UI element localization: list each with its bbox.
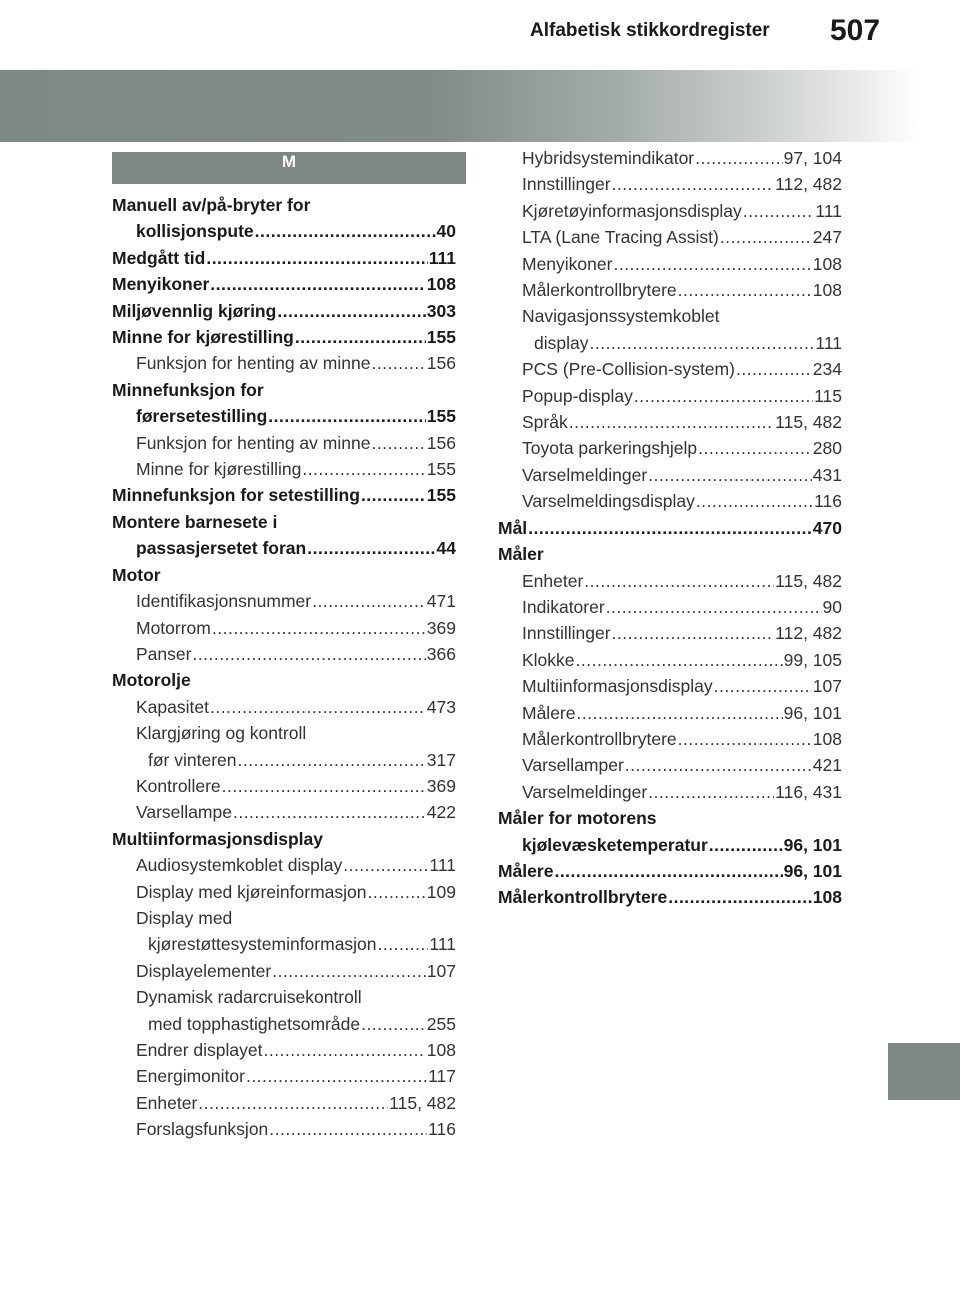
dot-leader [668,884,812,910]
index-term: før vinteren [148,749,237,770]
index-term: Varselmeldinger [522,781,648,802]
index-page-ref: 366 [426,643,456,664]
index-column-right [498,145,842,911]
index-entry [112,509,456,535]
index-page-ref: 317 [426,749,456,770]
index-entry [112,430,456,456]
index-entry [112,192,456,218]
index-page-ref: 116 [428,1119,456,1140]
index-term: Minnefunksjon for setestilling [112,485,360,506]
index-entry [112,799,456,825]
index-page-ref: 421 [812,755,842,776]
index-term: Målere [498,860,554,881]
index-page-ref: 96, 101 [783,702,842,723]
index-term: Panser [136,643,192,664]
index-term: Minne for kjørestilling [112,327,294,348]
index-page-ref: 108 [812,280,842,301]
index-term: Navigasjonssystemkoblet [522,306,720,327]
index-entry [112,720,456,746]
index-term: display [534,332,589,353]
index-page-ref: 156 [426,432,456,453]
index-page-ref: 422 [426,802,456,823]
index-term: Måler [498,544,544,565]
index-term: Toyota parkeringshjelp [522,438,698,459]
index-entry [498,277,842,303]
index-entry [498,858,842,884]
index-term: Enheter [136,1092,198,1113]
index-entry [112,984,456,1010]
dot-leader [371,350,425,376]
dot-leader [368,879,426,905]
dot-leader [269,1116,427,1142]
index-entry [498,779,842,805]
index-term: Minnefunksjon for [112,379,264,400]
index-term: Identifikasjonsnummer [136,591,312,612]
index-page-ref: 111 [428,247,456,268]
index-entry [112,350,456,376]
dot-leader [678,277,812,303]
index-page-ref: 116 [814,491,842,512]
index-page-ref: 40 [436,221,456,242]
index-page-ref: 470 [812,517,842,538]
index-term: Klokke [522,649,575,670]
index-page-ref: 155 [426,459,456,480]
index-page-ref: 111 [429,934,456,955]
index-entry [498,303,842,329]
index-page-ref: 112, 482 [775,174,842,195]
section-letter-heading: M [112,152,466,184]
index-entry [498,647,842,673]
index-entry [498,884,842,910]
index-page-ref: 108 [812,253,842,274]
dot-leader [378,931,429,957]
index-entry [498,726,842,752]
dot-leader [192,641,425,667]
dot-leader [648,462,812,488]
index-entry [112,826,456,852]
index-entry [498,198,842,224]
index-entry [112,747,456,773]
index-entry [112,245,456,271]
index-term: Indikatorer [522,596,605,617]
dot-leader [222,773,426,799]
index-term: Varsellampe [136,802,232,823]
index-term: Menyikoner [112,274,210,295]
dot-leader [255,218,436,244]
index-term: Målerkontrollbrytere [522,728,677,749]
index-entry [112,931,456,957]
index-page-ref: 155 [426,327,456,348]
index-entry [112,377,456,403]
index-entry [498,673,842,699]
index-entry [112,562,456,588]
dot-leader [613,251,811,277]
index-term: Energimonitor [136,1066,245,1087]
index-entry [112,535,456,561]
index-page-ref: 90 [822,596,842,617]
index-term: Menyikoner [522,253,613,274]
running-header-title: Alfabetisk stikkordregister [530,20,770,41]
index-term: Kontrollere [136,775,221,796]
index-page-ref: 96, 101 [783,860,842,881]
dot-leader [371,430,425,456]
index-term: Varselmeldinger [522,464,648,485]
index-page-ref: 115, 482 [775,412,842,433]
index-term: Språk [522,412,568,433]
index-term: Medgått tid [112,247,206,268]
dot-leader [268,403,426,429]
index-page-ref: 303 [426,300,456,321]
dot-leader [634,383,813,409]
dot-leader [736,356,812,382]
index-entry [112,1011,456,1037]
dot-leader [206,245,427,271]
index-term: Montere barnesete i [112,511,278,532]
dot-leader [233,799,426,825]
index-term: Displayelementer [136,960,272,981]
dot-leader [648,779,774,805]
dot-leader [246,1063,427,1089]
index-page-ref: 156 [426,353,456,374]
dot-leader [709,832,783,858]
dot-leader [272,958,426,984]
index-entry [112,403,456,429]
index-page-ref: 112, 482 [775,623,842,644]
index-entry [498,541,842,567]
index-term: Manuell av/på-bryter for [112,195,311,215]
index-entry [498,383,842,409]
dot-leader [361,1011,426,1037]
index-term: Minne for kjørestilling [136,459,302,480]
index-term: Enheter [522,570,584,591]
index-term: Funksjon for henting av minne [136,353,371,374]
index-term: Varselmeldingsdisplay [522,491,695,512]
index-term: Motor [112,564,161,585]
index-entry [112,1090,456,1116]
dot-leader [238,747,426,773]
dot-leader [554,858,782,884]
dot-leader [528,515,812,541]
index-term: med topphastighetsområde [148,1013,361,1034]
index-term: PCS (Pre-Collision-system) [522,359,735,380]
index-term: førersetestilling [136,406,268,427]
index-entry [112,852,456,878]
index-entry [498,435,842,461]
index-page-ref: 109 [426,881,456,902]
index-term: Innstillinger [522,623,611,644]
index-entry [498,145,842,171]
index-term: Mål [498,517,528,538]
index-entry [112,773,456,799]
dot-leader [302,456,425,482]
index-term: Målerkontrollbrytere [522,280,677,301]
index-entry [498,700,842,726]
index-entry [112,694,456,720]
index-page-ref: 97, 104 [783,148,842,168]
dot-leader [343,852,428,878]
index-page-ref: 107 [426,960,456,981]
index-entry [112,958,456,984]
index-entry [498,620,842,646]
index-term: Display med [136,907,233,928]
index-entry [112,667,456,693]
dot-leader [295,324,426,350]
index-page-ref: 96, 101 [783,834,842,855]
index-entry [498,568,842,594]
dot-leader [577,700,783,726]
index-page-ref: 115, 482 [389,1092,456,1113]
index-term: Forslagsfunksjon [136,1119,269,1140]
index-page-ref: 111 [815,200,842,221]
dot-leader [210,694,426,720]
dot-leader [696,488,813,514]
index-entry [498,330,842,356]
dot-leader [307,535,435,561]
index-page-ref: 473 [426,696,456,717]
index-entry [112,879,456,905]
dot-leader [720,224,812,250]
index-page-ref: 431 [812,464,842,485]
index-term: Innstillinger [522,174,611,195]
index-entry [498,832,842,858]
index-entry [498,515,842,541]
index-entry [498,356,842,382]
index-page-ref: 108 [426,274,456,295]
dot-leader [210,271,426,297]
index-entry [112,218,456,244]
index-term: Audiosystemkoblet display [136,855,343,876]
index-entry [498,462,842,488]
index-entry [112,905,456,931]
index-entry [112,615,456,641]
index-entry [112,298,456,324]
index-page-ref: 108 [812,728,842,749]
index-entry [498,251,842,277]
index-page-ref: 99, 105 [783,649,842,670]
dot-leader [361,482,426,508]
index-term: kollisjonspute [136,221,254,242]
index-page-ref: 108 [426,1040,456,1060]
index-entry [498,594,842,620]
index-page-ref: 44 [436,538,456,559]
index-term: Miljøvennlig kjøring [112,300,277,321]
index-term: Varsellamper [522,755,624,776]
index-page-ref: 471 [426,591,456,612]
index-entry [498,409,842,435]
index-term: Multiinformasjonsdisplay [112,828,323,849]
dot-leader [589,330,814,356]
index-page-ref: 155 [426,485,456,506]
index-page-ref: 369 [426,617,456,638]
dot-leader [569,409,774,435]
index-page-ref: 107 [812,676,842,697]
index-entry [498,488,842,514]
header-gradient-band [0,70,960,142]
index-page-ref: 108 [812,887,842,908]
index-term: Motorolje [112,670,191,691]
dot-leader [612,620,775,646]
index-page-ref: 111 [815,332,842,353]
index-term: Display med kjøreinformasjon [136,881,367,902]
index-entry [112,271,456,297]
index-page-ref: 369 [426,775,456,796]
index-term: Måler for motorens [498,808,657,829]
index-page-ref: 116, 431 [775,781,842,802]
index-term: kjølevæsketemperatur [522,834,708,855]
dot-leader [277,298,425,324]
dot-leader [606,594,822,620]
dot-leader [212,615,426,641]
index-term: LTA (Lane Tracing Assist) [522,227,719,248]
index-page-ref: 247 [812,227,842,248]
index-entry [112,1116,456,1142]
index-term: Dynamisk radarcruisekontroll [136,987,362,1008]
index-entry [112,1037,456,1063]
index-page-ref: 155 [426,406,456,427]
index-entry [112,641,456,667]
index-term: Klargjøring og kontroll [136,723,307,744]
index-entry [112,482,456,508]
chapter-thumb-tab [888,1043,960,1100]
index-term: kjørestøttesysteminformasjon [148,934,377,955]
dot-leader [312,588,426,614]
index-term: Hybridsystemindikator [522,148,695,168]
index-entry [112,588,456,614]
index-entry [112,324,456,350]
index-term: passasjersetet foran [136,538,307,559]
index-term: Funksjon for henting av minne [136,432,371,453]
index-page-ref: 234 [812,359,842,380]
index-entry [498,171,842,197]
index-column-left [112,192,456,1143]
dot-leader [198,1090,388,1116]
dot-leader [612,171,775,197]
dot-leader [678,726,812,752]
index-page-ref: 117 [428,1066,456,1087]
dot-leader [698,435,812,461]
index-entry [112,456,456,482]
index-page-ref: 115, 482 [775,570,842,591]
index-entry [112,1063,456,1089]
dot-leader [576,647,783,673]
dot-leader [743,198,815,224]
index-term: Motorrom [136,617,211,638]
index-entry [498,224,842,250]
dot-leader [263,1037,425,1063]
index-term: Kjøretøyinformasjonsdisplay [522,200,742,221]
index-page-ref: 255 [426,1013,456,1034]
dot-leader [714,673,812,699]
index-term: Kapasitet [136,696,209,717]
page-number: 507 [829,14,881,47]
index-page-ref: 115 [814,385,842,406]
index-term: Målerkontrollbrytere [498,887,668,908]
dot-leader [695,145,782,171]
dot-leader [584,568,774,594]
index-term: Målere [522,702,576,723]
dot-leader [625,752,812,778]
index-term: Endrer displayet [136,1040,263,1060]
index-term: Popup-display [522,385,633,406]
index-entry [498,805,842,831]
index-term: Multiinformasjonsdisplay [522,676,713,697]
index-page-ref: 111 [429,855,456,876]
index-entry [498,752,842,778]
index-page-ref: 280 [812,438,842,459]
